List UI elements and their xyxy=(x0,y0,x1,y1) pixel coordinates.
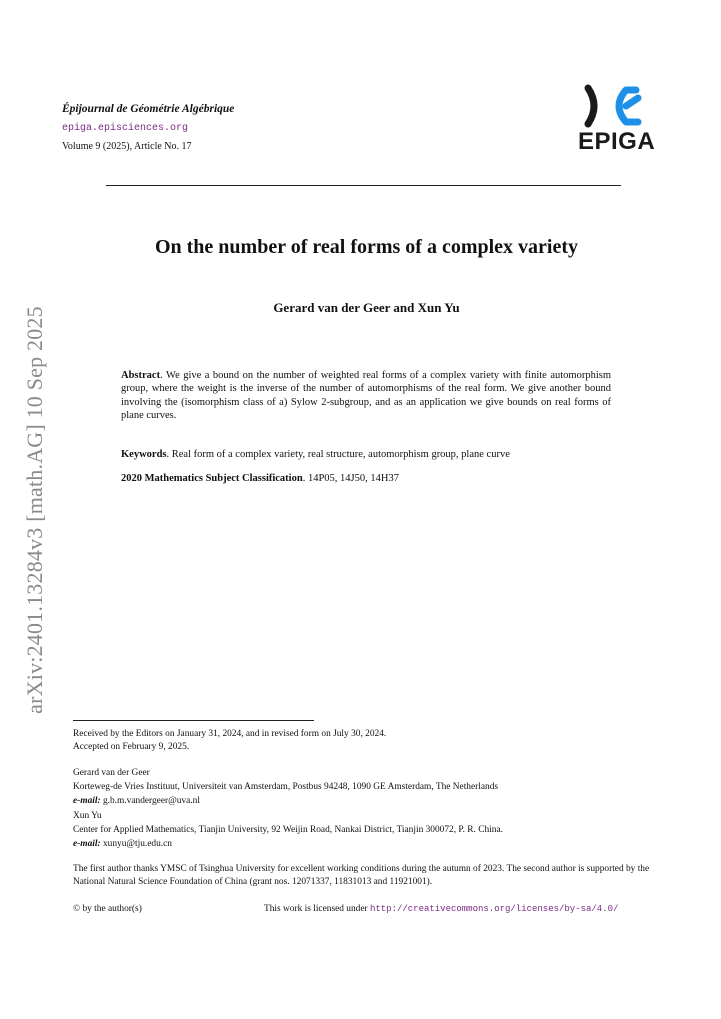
author2-email[interactable]: xunyu@tju.edu.cn xyxy=(102,839,172,849)
acknowledgements: The first author thanks YMSC of Tsinghua University for excellent working conditions during the autumn of 2023. The second author is supported by the National Natural Science Foundation of China (grant nos. 12071337, 11831013 and 11921001). xyxy=(73,864,650,888)
abstract-label: Abstract xyxy=(121,370,161,381)
author1-name: Gerard van der Geer xyxy=(73,768,150,778)
msc-classification xyxy=(121,473,611,484)
header-divider xyxy=(106,185,621,186)
received-date: Received by the Editors on January 31, 2024, and in revised form on July 30, 2024. xyxy=(73,729,387,739)
accepted-date: Accepted on February 9, 2025. xyxy=(73,742,190,752)
journal-site-link[interactable]: epiga.episciences.org xyxy=(62,123,189,134)
author2-name: Xun Yu xyxy=(73,811,102,821)
keywords-text: . Real form of a complex variety, real structure, automorphism group, plane curve xyxy=(166,449,510,460)
author1-email-line xyxy=(73,795,200,808)
email-label: e-mail: xyxy=(73,796,101,806)
license-line xyxy=(264,903,618,916)
paper-authors: Gerard van der Geer and Xun Yu xyxy=(273,300,460,315)
author1-affiliation: Korteweg-de Vries Instituut, Universiteit van Amsterdam, Postbus 94248, 1090 GE Amsterdam, The Netherlands xyxy=(73,782,499,792)
author2-affiliation: Center for Applied Mathematics, Tianjin University, 92 Weijin Road, Nankai District, Tianjin 300072, P. R. China. xyxy=(73,825,503,835)
journal-name: Épijournal de Géométrie Algébrique xyxy=(62,103,235,115)
keywords-label: Keywords xyxy=(121,449,167,460)
license-link[interactable]: http://creativecommons.org/licenses/by-sa/4.0/ xyxy=(369,904,619,914)
epiga-logo xyxy=(578,84,660,156)
email-label: e-mail: xyxy=(73,839,101,849)
abstract-text: . We give a bound on the number of weighted real forms of a complex variety with finite automorphism group, where the weight is the inverse of the number of automorphisms of the real form. We give another bound involving the (isomorphism class of a) Sylow 2-subgroup, and as an application we give bounds on real forms of plane curves. xyxy=(121,370,611,421)
paper-title: On the number of real forms of a complex variety xyxy=(154,236,579,258)
epiga-mark-icon xyxy=(578,84,660,130)
license-prefix: This work is licensed under xyxy=(264,904,370,914)
author1-email[interactable]: g.b.m.vandergeer@uva.nl xyxy=(102,796,200,806)
author2-email-line xyxy=(73,838,172,851)
logo-wordmark: EPIGA xyxy=(578,128,656,155)
abstract xyxy=(121,369,611,422)
keywords xyxy=(121,449,611,460)
copyright: © by the author(s) xyxy=(73,904,142,914)
footnote-divider xyxy=(73,720,314,721)
arxiv-stamp-text: arXiv:2401.13284v3 [math.AG] 10 Sep 2025 xyxy=(22,306,47,714)
msc-text: . 14P05, 14J50, 14H37 xyxy=(302,473,399,484)
msc-label: 2020 Mathematics Subject Classification xyxy=(121,473,303,484)
volume-info: Volume 9 (2025), Article No. 17 xyxy=(62,141,192,152)
